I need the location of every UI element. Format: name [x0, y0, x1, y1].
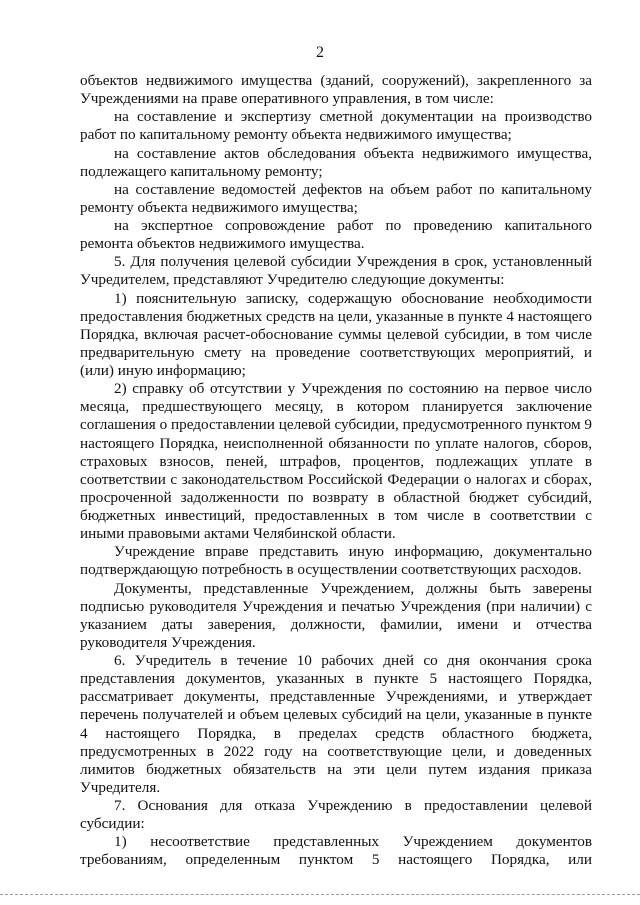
paragraph: 6. Учредитель в течение 10 рабочих дней со дня окончания срока представления документов, указанных в пункте 5 настоящего Порядка, рассматривает документы, представленные Учреждениями, и утверждает перечень получателей и объем целевых субсидий на цели, указанные в пункте 4 настоящего Порядка, в пределах средств областного бюджета, предусмотренных в 2022 году на соответствующие цели, и доведенных лимитов бюджетных обязательств на эти цели путем издания приказа Учредителя.: [80, 652, 592, 796]
paragraph: на экспертное сопровождение работ по проведению капитального ремонта объектов недвижимого имущества.: [80, 217, 592, 253]
paragraph: 5. Для получения целевой субсидии Учреждения в срок, установленный Учредителем, представляют Учредителю следующие документы:: [80, 253, 592, 289]
paragraph: 7. Основания для отказа Учреждению в предоставлении целевой субсидии:: [80, 797, 592, 833]
paragraph: на составление ведомостей дефектов на объем работ по капитальному ремонту объекта недвижимого имущества;: [80, 180, 592, 216]
document-body: [80, 72, 592, 870]
paragraph: Документы, представленные Учреждением, должны быть заверены подписью руководителя Учреждения и печатью Учреждения (при наличии) с указанием даты заверения, должности, фамилии, имени и отчества руководителя Учреждения.: [80, 579, 592, 651]
page-number: 2: [316, 44, 324, 61]
paragraph: объектов недвижимого имущества (зданий, сооружений), закрепленного за Учреждениями на праве оперативного управления, в том числе:: [80, 72, 592, 108]
paragraph: 1) несоответствие представленных Учреждением документов требованиям, определенным пунктом 5 настоящего Порядка, или: [80, 833, 592, 869]
paragraph: 2) справку об отсутствии у Учреждения по состоянию на первое число месяца, предшествующего месяцу, в котором планируется заключение соглашения о предоставлении целевой субсидии, предусмотренного пунктом 9 настоящего Порядка, неисполненной обязанности по уплате налогов, сборов, страховых взносов, пеней, штрафов, процентов, подлежащих уплате в соответствии с законодательством Российской Федерации о налогах и сборах, просроченной задолженности по возврату в областной бюджет субсидий, бюджетных инвестиций, предоставленных в том числе в соответствии с иными правовыми актами Челябинской области.: [80, 380, 592, 543]
paragraph: Учреждение вправе представить иную информацию, документально подтверждающую потребность в осуществлении соответствующих расходов.: [80, 543, 592, 579]
paragraph: 1) пояснительную записку, содержащую обоснование необходимости предоставления бюджетных средств на цели, указанные в пункте 4 настоящего Порядка, включая расчет-обоснование суммы целевой субсидии, в том числе предварительную смету на проведение соответствующих мероприятий, и (или) иную информацию;: [80, 289, 592, 379]
page-bottom-divider: [0, 894, 640, 895]
paragraph: на составление и экспертизу сметной документации на производство работ по капитальному ремонту объекта недвижимого имущества;: [80, 108, 592, 144]
paragraph: на составление актов обследования объекта недвижимого имущества, подлежащего капитальному ремонту;: [80, 144, 592, 180]
